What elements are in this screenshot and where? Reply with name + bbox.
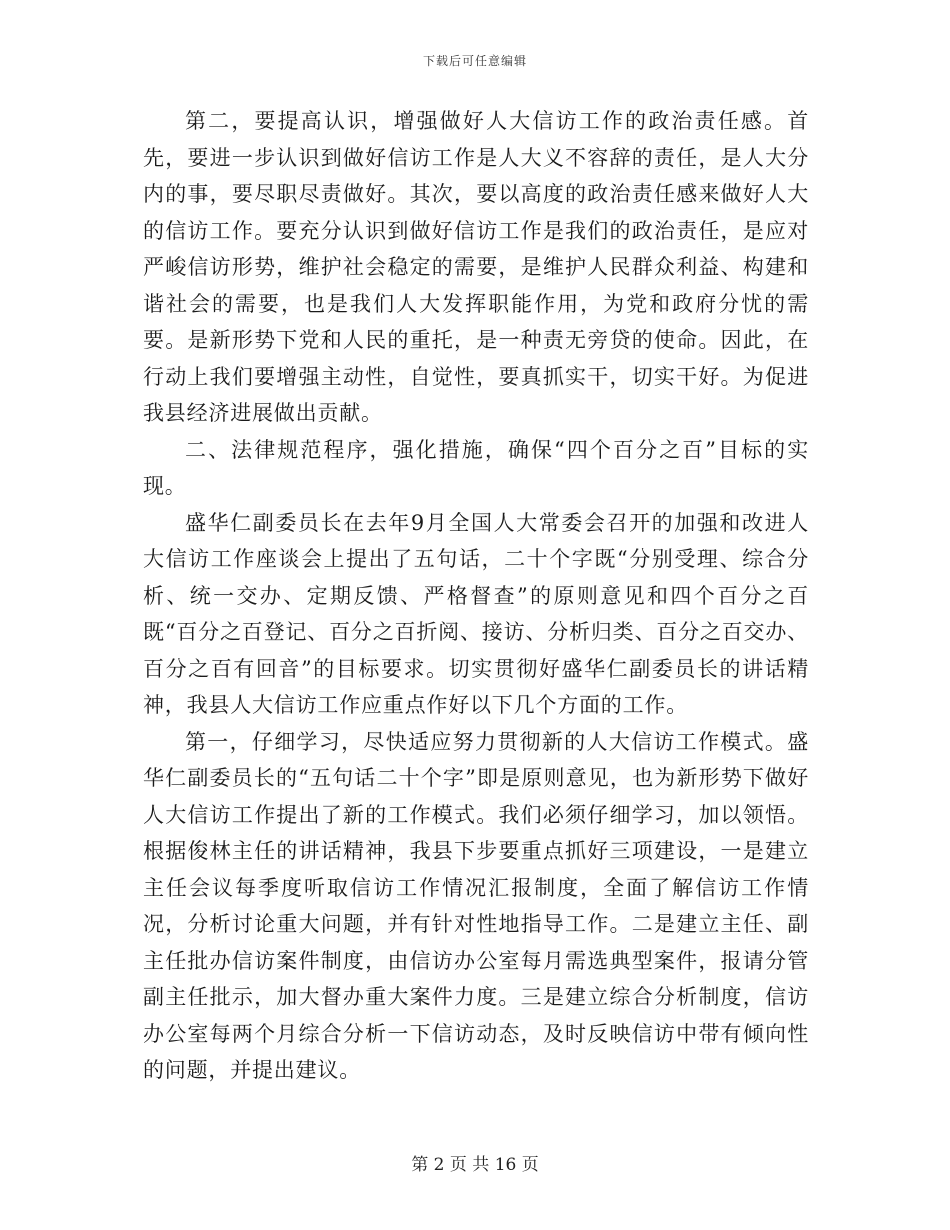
paragraph: 第二，要提高认识，增强做好人大信访工作的政治责任感。首先，要进一步认识到做好信访工作是人大义不容辞的责任，是人大分内的事，要尽职尽责做好。其次，要以高度的政治责任感来做好人大的信访工作。要充分认识到做好信访工作是我们的政治责任，是应对严峻信访形势，维护社会稳定的需要，是维护人民群众利益、构建和谐社会的需要，也是我们人大发挥职能作用，为党和政府分忧的需要。是新形势下党和人民的重托，是一种责无旁贷的使命。因此，在行动上我们要增强主动性，自觉性，要真抓实干，切实干好。为促进我县经济进展做出贡献。 — [143, 109, 809, 425]
paragraph: 盛华仁副委员长在去年9月全国人大常委会召开的加强和改进人大信访工作座谈会上提出了五句话，二十个字既“分别受理、综合分析、统一交办、定期反馈、严格督查”的原则意见和四个百分之百既“百分之百登记、百分之百折阅、接访、分析归类、百分之百交办、百分之百有回音”的目标要求。切实贯彻好盛华仁副委员长的讲话精神，我县人大信访工作应重点作好以下几个方面的工作。 — [143, 510, 809, 717]
page-footer — [0, 1150, 950, 1175]
page-header: 下载后可任意编辑 — [422, 54, 527, 68]
paragraph: 二、法律规范程序，强化措施，确保“四个百分之百”目标的实现。 — [143, 437, 809, 498]
paragraph: 第一，仔细学习，尽快适应努力贯彻新的人大信访工作模式。盛华仁副委员长的“五句话二十个字”即是原则意见，也为新形势下做好人大信访工作提出了新的工作模式。我们必须仔细学习，加以领悟。根据俊林主任的讲话精神，我县下步要重点抓好三项建设，一是建立主任会议每季度听取信访工作情况汇报制度，全面了解信访工作情况，分析讨论重大问题，并有针对性地指导工作。二是建立主任、副主任批办信访案件制度，由信访办公室每月需选典型案件，报请分管副主任批示，加大督办重大案件力度。三是建立综合分析制度，信访办公室每两个月综合分析一下信访动态，及时反映信访中带有倾向性的问题，并提出建议。 — [143, 729, 809, 1082]
page-number-text: 第 2 页 共 16 页 — [411, 1155, 539, 1175]
document-body — [143, 103, 809, 1089]
